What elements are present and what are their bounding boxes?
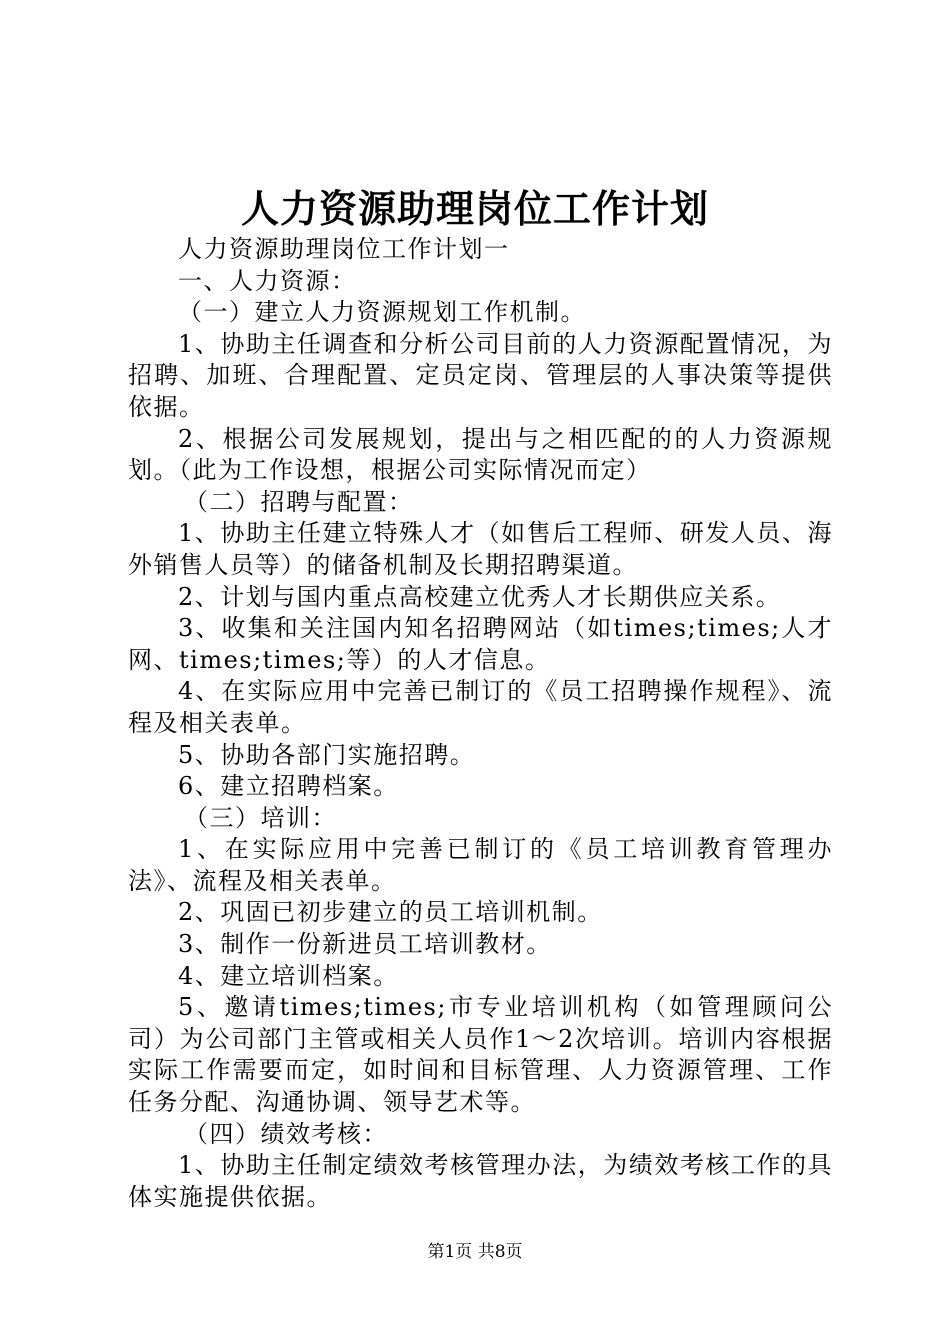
document-title: 人力资源助理岗位工作计划: [240, 186, 709, 231]
paragraph: 1、协助主任调查和分析公司目前的人力资源配置情况，为招聘、加班、合理配置、定员定岗、管理层的人事决策等提供依据。: [128, 329, 833, 421]
paragraph: 3、制作一份新进员工培训教材。: [178, 930, 552, 959]
paragraph: （一）建立人力资源规划工作机制。: [178, 298, 586, 327]
paragraph: （四）绩效考核：: [184, 1119, 388, 1148]
paragraph: （二）招聘与配置：: [184, 487, 414, 516]
paragraph: 1、协助主任建立特殊人才（如售后工程师、研发人员、海外销售人员等）的储备机制及长期招聘渠道。: [128, 519, 833, 579]
page-number: 第1页 共8页: [427, 1242, 523, 1262]
paragraph: 4、在实际应用中完善已制订的《员工招聘操作规程》、流程及相关表单。: [128, 677, 833, 737]
paragraph: 1、在实际应用中完善已制订的《员工培训教育管理办法》、流程及相关表单。: [128, 835, 833, 895]
document-body: [128, 234, 833, 1213]
paragraph: 1、协助主任制定绩效考核管理办法，为绩效考核工作的具体实施提供依据。: [128, 1151, 833, 1211]
paragraph: 一、人力资源：: [178, 266, 357, 295]
paragraph: （三）培训：: [184, 803, 337, 832]
paragraph: 2、根据公司发展规划，提出与之相匹配的的人力资源规划。（此为工作设想，根据公司实际情况而定）: [128, 424, 833, 485]
paragraph: 人力资源助理岗位工作计划一: [178, 235, 510, 263]
paragraph: 5、协助各部门实施招聘。: [178, 740, 476, 769]
paragraph: 2、巩固已初步建立的员工培训机制。: [178, 898, 603, 927]
paragraph: 3、收集和关注国内知名招聘网站（如times;times;人才网、times;times;等）的人才信息。: [128, 614, 833, 674]
paragraph: 4、建立培训档案。: [178, 961, 399, 990]
paragraph: 6、建立招聘档案。: [178, 772, 399, 801]
paragraph: 5、邀请times;times;市专业培训机构（如管理顾问公司）为公司部门主管或相关人员作1～2次培训。培训内容根据实际工作需要而定，如时间和目标管理、人力资源管理、工作任务分配、沟通协调、领导艺术等。: [128, 993, 833, 1117]
paragraph: 2、计划与国内重点高校建立优秀人才长期供应关系。: [178, 582, 782, 611]
